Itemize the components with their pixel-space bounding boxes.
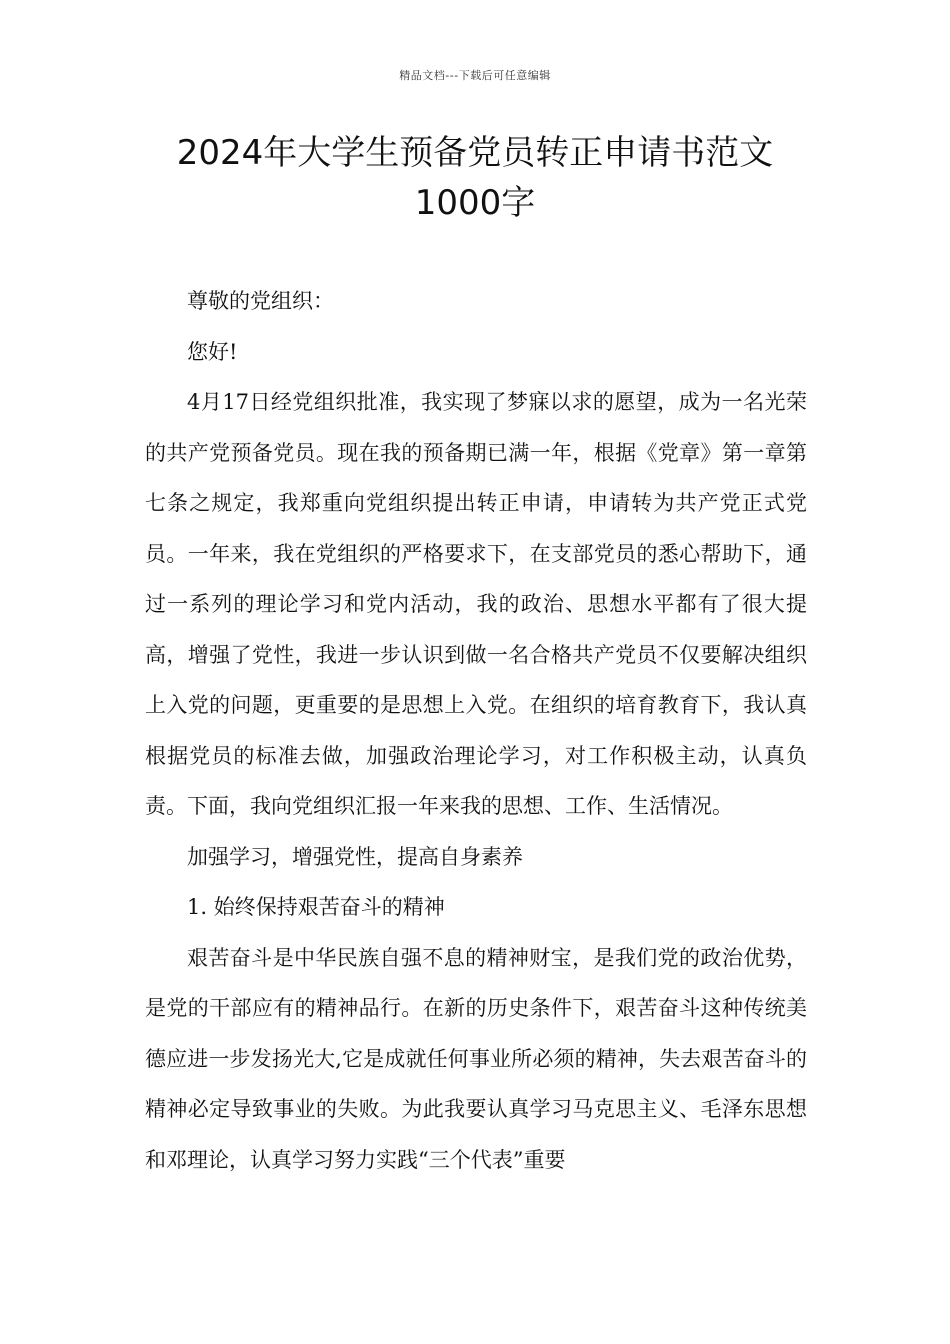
document-title xyxy=(130,128,820,228)
header-note: 精品文档---下载后可任意编辑 xyxy=(399,69,551,82)
greeting: 您好! xyxy=(187,339,238,364)
paragraph-hard-work: 艰苦奋斗是中华民族自强不息的精神财宝，是我们党的政治优势，是党的干部应有的精神品行。在新的历史条件下，艰苦奋斗这种传统美德应进一步发扬光大,它是成就任何事业所必须的精神，失去艰苦奋斗的精神必定导致事业的失败。为此我要认真学习马克思主义、毛泽东思想和邓理论，认真学习努力实践“三个代表”重要 xyxy=(145,945,807,1172)
paragraph-intro: 4月17日经党组织批准，我实现了梦寐以求的愿望，成为一名光荣的共产党预备党员。现在我的预备期已满一年，根据《党章》第一章第七条之规定，我郑重向党组织提出转正申请，申请转为共产党正式党员。一年来，我在党组织的严格要求下，在支部党员的悉心帮助下，通过一系列的理论学习和党内活动，我的政治、思想水平都有了很大提高，增强了党性，我进一步认识到做一名合格共产党员不仅要解决组织上入党的问题，更重要的是思想上入党。在组织的培育教育下，我认真根据党员的标准去做，加强政治理论学习，对工作积极主动，认真负责。下面，我向党组织汇报一年来我的思想、工作、生活情况。 xyxy=(145,390,807,818)
title-line-1: 2024年大学生预备党员转正申请书范文 xyxy=(176,133,774,173)
section-heading: 加强学习，增强党性，提高自身素养 xyxy=(187,844,523,869)
subsection-heading: 1. 始终保持艰苦奋斗的精神 xyxy=(187,895,445,919)
title-line-2: 1000字 xyxy=(414,183,536,223)
salutation: 尊敬的党组织： xyxy=(187,289,334,313)
document-body xyxy=(145,276,807,1185)
